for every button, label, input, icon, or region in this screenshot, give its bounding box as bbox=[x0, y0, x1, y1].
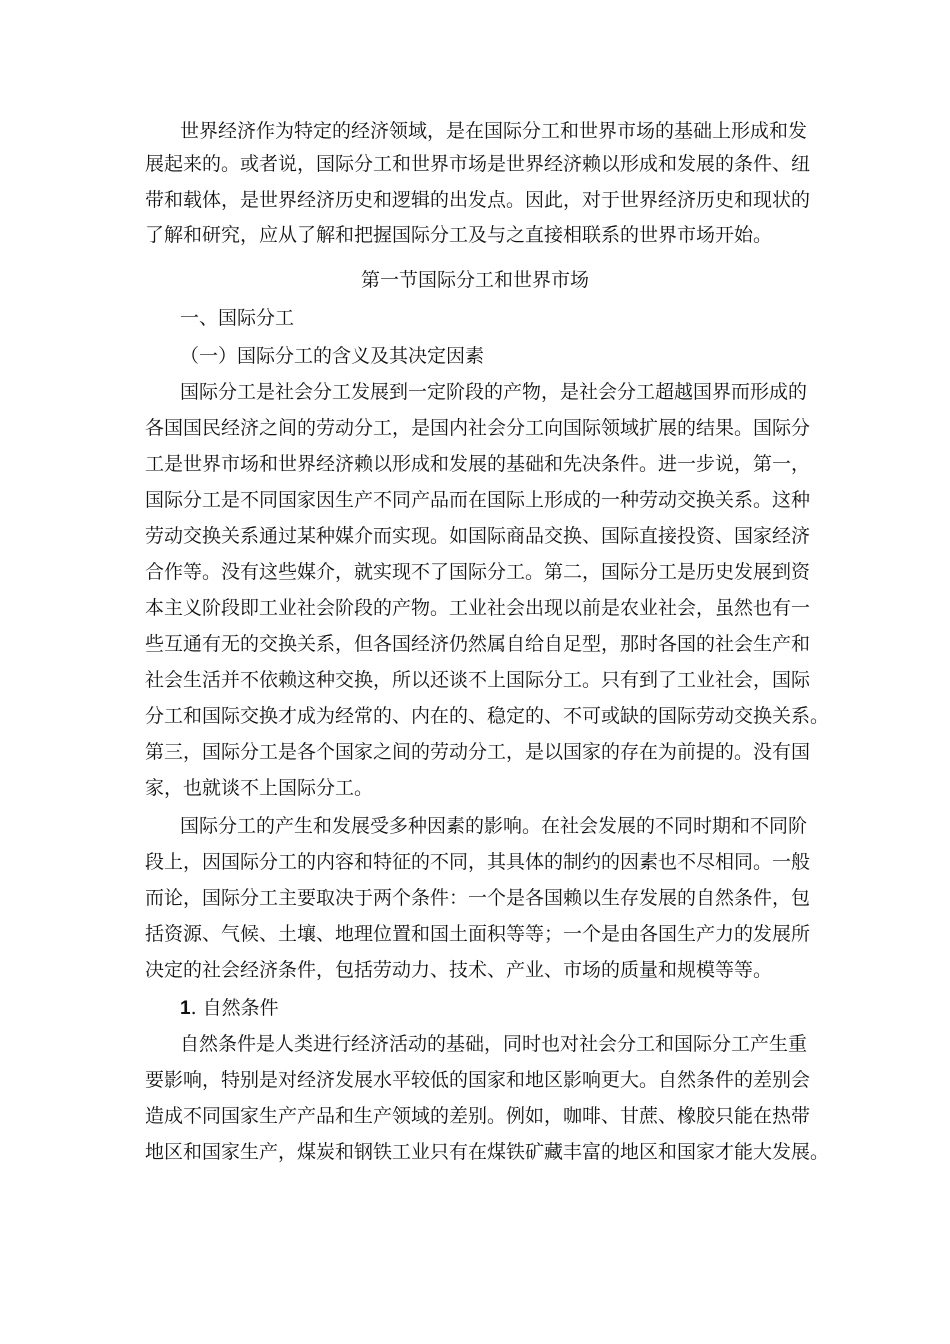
heading-number: 1 bbox=[180, 998, 191, 1019]
paragraph-line: 了解和研究，应从了解和把握国际分工及与之直接相联系的世界市场开始。 bbox=[145, 224, 773, 246]
paragraph-line: 而论，国际分工主要取决于两个条件：一个是各国赖以生存发展的自然条件，包 bbox=[145, 887, 811, 909]
heading-level-3 bbox=[180, 995, 279, 1022]
paragraph-line: 些互通有无的交换关系，但各国经济仍然属自给自足型，那时各国的社会生产和 bbox=[145, 633, 811, 655]
paragraph-line: 要影响，特别是对经济发展水平较低的国家和地区影响更大。自然条件的差别会 bbox=[145, 1069, 811, 1091]
paragraph-line: 带和载体，是世界经济历史和逻辑的出发点。因此，对于世界经济历史和现状的 bbox=[145, 189, 811, 211]
paragraph-line: 地区和国家生产，煤炭和钢铁工业只有在煤铁矿藏丰富的地区和国家才能大发展。 bbox=[145, 1141, 830, 1163]
paragraph-line: 括资源、气候、土壤、地理位置和国土面积等等；一个是由各国生产力的发展所 bbox=[145, 923, 811, 945]
paragraph-line: 造成不同国家生产产品和生产领域的差别。例如，咖啡、甘蔗、橡胶只能在热带 bbox=[145, 1105, 811, 1127]
paragraph-line: 第三，国际分工是各个国家之间的劳动分工，是以国家的存在为前提的。没有国 bbox=[145, 741, 811, 763]
heading-text: . 自然条件 bbox=[190, 997, 279, 1019]
paragraph-line: 国际分工是社会分工发展到一定阶段的产物，是社会分工超越国界而形成的 bbox=[180, 381, 808, 403]
paragraph-line: 段上，因国际分工的内容和特征的不同，其具体的制约的因素也不尽相同。一般 bbox=[145, 851, 811, 873]
paragraph-line: 国际分工的产生和发展受多种因素的影响。在社会发展的不同时期和不同阶 bbox=[180, 815, 808, 837]
paragraph-line: 本主义阶段即工业社会阶段的产物。工业社会出现以前是农业社会，虽然也有一 bbox=[145, 597, 811, 619]
paragraph-line: 各国国民经济之间的劳动分工，是国内社会分工向国际领域扩展的结果。国际分 bbox=[145, 417, 811, 439]
paragraph-line: 合作等。没有这些媒介，就实现不了国际分工。第二，国际分工是历史发展到资 bbox=[145, 561, 811, 583]
paragraph-line: 自然条件是人类进行经济活动的基础，同时也对社会分工和国际分工产生重 bbox=[180, 1033, 808, 1055]
paragraph-line: 家，也就谈不上国际分工。 bbox=[145, 777, 374, 799]
section-title: 第一节国际分工和世界市场 bbox=[360, 269, 589, 291]
paragraph-line: 社会生活并不依赖这种交换，所以还谈不上国际分工。只有到了工业社会，国际 bbox=[145, 669, 811, 691]
heading-level-1: 一、国际分工 bbox=[180, 307, 295, 329]
paragraph-line: 决定的社会经济条件，包括劳动力、技术、产业、市场的质量和规模等等。 bbox=[145, 959, 773, 981]
paragraph-line: 劳动交换关系通过某种媒介而实现。如国际商品交换、国际直接投资、国家经济 bbox=[145, 525, 811, 547]
paragraph-line: 工是世界市场和世界经济赖以形成和发展的基础和先决条件。进一步说，第一， bbox=[145, 453, 811, 475]
paragraph-line: 展起来的。或者说，国际分工和世界市场是世界经济赖以形成和发展的条件、纽 bbox=[145, 153, 811, 175]
heading-level-2: （一）国际分工的含义及其决定因素 bbox=[180, 345, 485, 367]
paragraph-line: 分工和国际交换才成为经常的、内在的、稳定的、不可或缺的国际劳动交换关系。 bbox=[145, 705, 830, 727]
paragraph-line: 国际分工是不同国家因生产不同产品而在国际上形成的一种劳动交换关系。这种 bbox=[145, 489, 811, 511]
paragraph-line: 世界经济作为特定的经济领域，是在国际分工和世界市场的基础上形成和发 bbox=[180, 120, 808, 142]
